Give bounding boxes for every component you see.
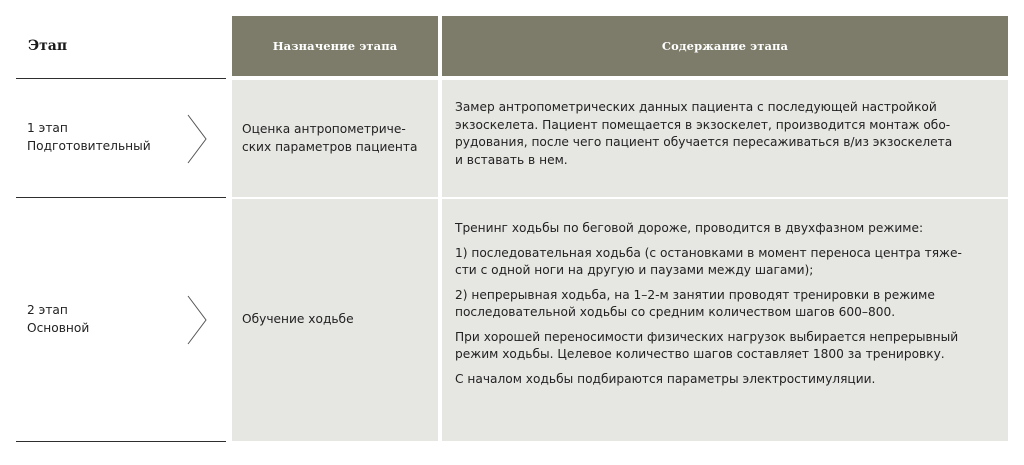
row-1-content-line: экзоскелета. Пациент помещается в экзоскелет, производится монтаж обо- <box>455 117 951 132</box>
row-2-paragraph <box>455 329 996 364</box>
row-2-paragraph <box>455 245 996 280</box>
row-2-paragraph <box>455 287 996 322</box>
header-stage: Этап <box>28 38 68 54</box>
row-2-content-line: 1) последовательная ходьба (с остановками в момент переноса центра тяже- <box>455 245 962 260</box>
row-2-purpose-line: Обучение ходьбе <box>242 312 354 327</box>
row-2-paragraph <box>455 220 996 238</box>
row-1-content-line: и вставать в нем. <box>455 152 568 167</box>
stage-1 <box>27 120 151 155</box>
stage-2 <box>27 302 89 337</box>
header-purpose-label: Назначение этапа <box>272 39 398 53</box>
header-divider <box>16 78 226 79</box>
chevron-right-icon <box>186 294 210 346</box>
row-2-content-line: режим ходьбы. Целевое количество шагов составляет 1800 за тренировку. <box>455 347 945 361</box>
row-2-paragraph <box>455 371 996 389</box>
row-2-content-line: При хорошей переносимости физических нагрузок выбирается непрерывный <box>455 329 959 344</box>
row-1-content-line: Замер антропометрических данных пациента с последующей настройкой <box>455 100 937 114</box>
row-1-purpose-line: Оценка антропометриче- <box>242 122 406 136</box>
row-1-purpose-line: ских параметров пациента <box>242 139 418 154</box>
row-1-content <box>442 80 1008 197</box>
row-1-divider <box>16 197 226 198</box>
row-1-purpose <box>232 80 438 197</box>
stage-2-number: 2 этап <box>27 303 68 317</box>
header-content <box>442 16 1008 76</box>
row-2-content <box>442 199 1008 441</box>
row-2-content-line: 2) непрерывная ходьба, на 1–2-м занятии проводят тренировки в режиме <box>455 287 935 302</box>
row-2-divider <box>16 441 226 442</box>
row-1-content-line: рудования, после чего пациент обучается пересаживаться в/из экзоскелета <box>455 135 953 149</box>
row-2-content-line: последовательной ходьбы со средним количеством шагов 600–800. <box>455 305 896 319</box>
chevron-right-icon <box>186 113 210 165</box>
row-2-content-line: Тренинг ходьбы по беговой дороже, проводится в двухфазном режиме: <box>455 221 924 235</box>
stage-1-number: 1 этап <box>27 121 68 135</box>
row-2-content-line: сти с одной ноги на другую и паузами между шагами); <box>455 263 814 277</box>
row-2-content-line: С началом ходьбы подбираются параметры электростимуляции. <box>455 371 876 386</box>
stage-1-name: Подготовительный <box>27 138 151 153</box>
row-2-purpose <box>232 199 438 441</box>
stage-2-name: Основной <box>27 320 90 335</box>
header-content-label: Содержание этапа <box>661 39 789 53</box>
header-purpose <box>232 16 438 76</box>
